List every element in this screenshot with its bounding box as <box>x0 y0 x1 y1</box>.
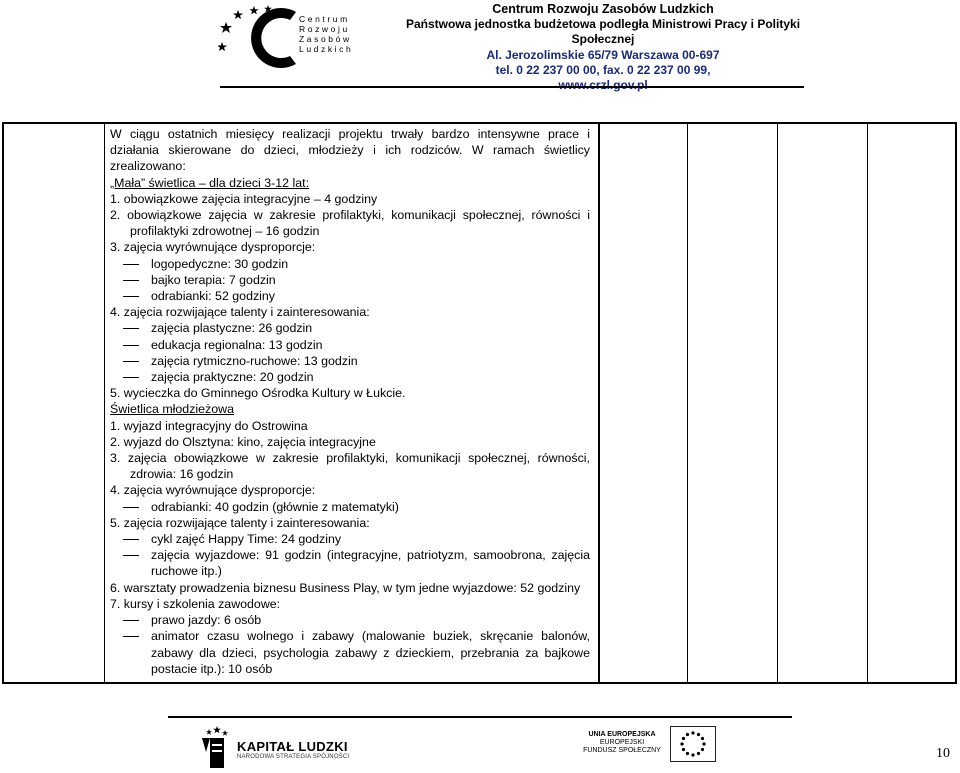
col-divider <box>598 124 600 682</box>
list-item: 2. wyjazd do Olsztyna: kino, zajęcia integracyjne <box>110 434 376 449</box>
sub-list-item: animator czasu wolnego i zabawy (malowanie buziek, skręcanie balonów, zabawy dla dzieci, psychologia zabawy z dzieckiem, przebrania za bajkowe postacie itp.): 10 osób <box>110 628 590 677</box>
crzl-logo-text <box>299 14 353 54</box>
org-info <box>383 2 823 93</box>
sub-list-item: zajęcia plastyczne: 26 godzin <box>110 320 590 336</box>
list-item: 5. wycieczka do Gminnego Ośrodka Kultury w Łukcie. <box>110 386 406 401</box>
eu-line-1: UNIA EUROPEJSKA <box>588 731 656 738</box>
sub-list-item: edukacja regionalna: 13 godzin <box>110 337 590 353</box>
section-title-small: „Mała” świetlica – dla dzieci 3-12 lat: <box>110 175 310 190</box>
list-item: 6. warsztaty prowadzenia biznesu Business Play, w tym jedne wyjazdowe: 52 godziny <box>110 580 581 595</box>
page-number: 10 <box>936 746 950 761</box>
list-item: 3. zajęcia wyrównujące dysproporcje: <box>110 240 316 255</box>
kapital-ludzki-logo-icon <box>200 726 230 770</box>
eu-label <box>580 731 664 755</box>
sub-list-item: prawo jazdy: 6 osób <box>110 612 590 628</box>
list-item: 2. obowiązkowe zajęcia w zakresie profilaktyki, komunikacji społecznej, równości i profilaktyki zdrowotnej – 16 godzin <box>110 208 590 239</box>
org-name: Centrum Rozwoju Zasobów Ludzkich <box>492 2 714 16</box>
list-item: 7. kursy i szkolenia zawodowe: <box>110 596 281 611</box>
footer-divider <box>168 716 792 718</box>
section-title-youth: Świetlica młodzieżowa <box>110 402 234 417</box>
sub-list-item: odrabianki: 52 godziny <box>110 288 590 304</box>
eu-flag-icon <box>670 726 716 762</box>
table-cell-description <box>110 126 590 677</box>
sub-list-item: cykl zajęć Happy Time: 24 godziny <box>110 531 590 547</box>
list-item: 4. zajęcia rozwijające talenty i zainteresowania: <box>110 305 370 320</box>
kapital-ludzki-subtitle: NARODOWA STRATEGIA SPÓJNOŚCI <box>237 754 350 760</box>
logo-line-3: Zasobów <box>299 34 352 44</box>
report-table <box>2 122 957 684</box>
page-header <box>0 0 960 92</box>
list-item: 3. zajęcia obowiązkowe w zakresie profilaktyki, komunikacji społecznej, równości, zdrowia: 16 godzin <box>110 451 590 482</box>
list-item: 1. wyjazd integracyjny do Ostrowina <box>110 418 308 433</box>
logo-line-4: Ludzkich <box>299 44 354 54</box>
sub-list-item: zajęcia praktyczne: 20 godzin <box>110 369 590 385</box>
org-phone: tel. 0 22 237 00 00, fax. 0 22 237 00 99, <box>495 62 711 77</box>
col-divider <box>777 124 778 682</box>
col-divider <box>687 124 688 682</box>
sub-list-item: zajęcia rytmiczno-ruchowe: 13 godzin <box>110 353 590 369</box>
list-item: 5. zajęcia rozwijające talenty i zainteresowania: <box>110 515 370 530</box>
logo-line-1: Centrum <box>299 14 350 24</box>
intro-paragraph: W ciągu ostatnich miesięcy realizacji projektu trwały bardzo intensywne prace i działania skierowane do dzieci, młodzieży i ich rodziców. W ramach świetlicy zrealizowano: <box>110 127 590 174</box>
sub-list-item: odrabianki: 40 godzin (głównie z matematyki) <box>110 499 590 515</box>
list-item: 1. obowiązkowe zajęcia integracyjne – 4 godziny <box>110 191 378 206</box>
eu-line-2: EUROPEJSKI <box>599 739 645 746</box>
col-divider <box>867 124 868 682</box>
list-item: 4. zajęcia wyrównujące dysproporcje: <box>110 483 316 498</box>
eu-line-3: FUNDUSZ SPOŁECZNY <box>583 747 661 754</box>
col-divider <box>104 124 105 682</box>
header-divider <box>220 86 804 88</box>
sub-list-item: logopedyczne: 30 godzin <box>110 256 590 272</box>
org-description: Państwowa jednostka budżetowa podległa Ministrowi Pracy i Polityki Społecznej <box>405 17 801 47</box>
logo-line-2: Rozwoju <box>299 24 350 34</box>
sub-list-item: bajko terapia: 7 godzin <box>110 272 590 288</box>
org-address: Al. Jerozolimskie 65/79 Warszawa 00-697 <box>486 47 720 62</box>
sub-list-item: zajęcia wyjazdowe: 91 godzin (integracyjne, patriotyzm, samoobrona, zajęcia ruchowe itp.) <box>110 547 590 579</box>
kapital-ludzki-title: KAPITAŁ LUDZKI <box>237 739 348 754</box>
